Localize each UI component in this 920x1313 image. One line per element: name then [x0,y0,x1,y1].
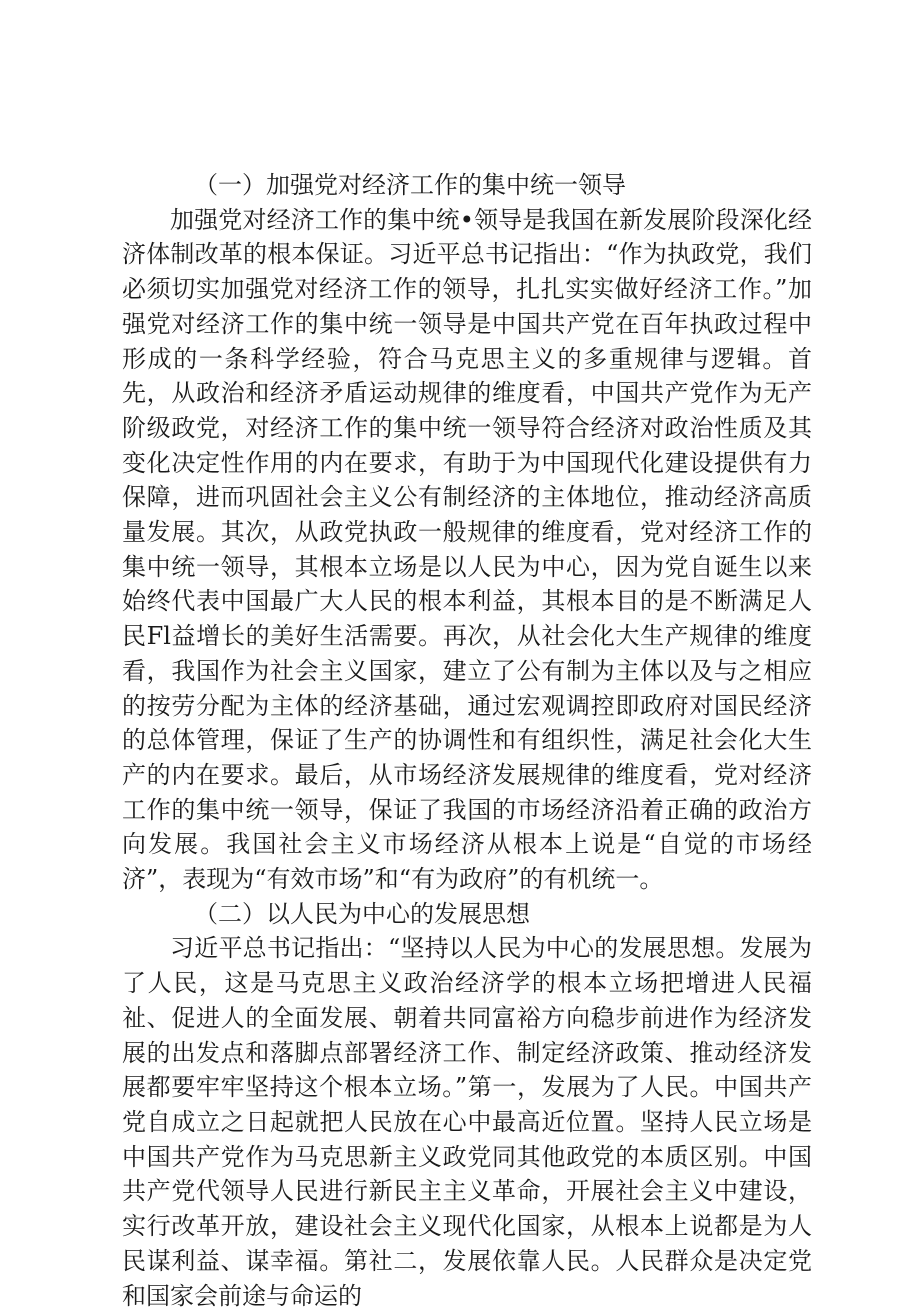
section-paragraph-2: 习近平总书记指出：“坚持以人民为中心的发展思想。发展为了人民，这是马克思主义政治经济学的根本立场把增进人民福祉、促进人的全面发展、朝着共同富裕方向稳步前进作为经济发展的出发点和落脚点部署经济工作、制定经济政策、推动经济发展都要牢牢坚持这个根本立场。”第一，发展为了人民。中国共产党自成立之日起就把人民放在心中最高近位置。坚持人民立场是中国共产党作为马克思新主义政党同其他政党的本质区别。中国共产党代领导人民进行新民主主义革命，开展社会主义中建设，实行改革开放，建设社会主义现代化国家，从根本上说都是为人民谋利益、谋幸福。第社二，发展依靠人民。人民群众是决定党和国家会前途与命运的 [122,934,812,1310]
section-heading-2: （二）以人民为中心的发展思想 [194,899,530,928]
section-heading-1: （一）加强党对经济工作的集中统一领导 [194,171,626,199]
document-page [122,168,812,1313]
section-paragraph-1: 加强党对经济工作的集中统•领导是我国在新发展阶段深化经济体制改革的根本保证。习近平总书记指出：“作为执政党，我们必须切实加强党对经济工作的领导，扎扎实实做好经济工作。”加强党对经济工作的集中统一领导是中国共产党在百年执政过程中形成的一条科学经验，符合马克思主义的多重规律与逻辑。首先，从政治和经济矛盾运动规律的维度看，中国共产党作为无产阶级政党，对经济工作的集中统一领导符合经济对政治性质及其变化决定性作用的内在要求，有助于为中国现代化建设提供有力保障，进而巩固社会主义公有制经济的主体地位，推动经济高质量发展。其次，从政党执政一般规律的维度看，党对经济工作的集中统一领导，其根本立场是以人民为中心，因为党自诞生以来始终代表中国最广大人民的根本利益，其根本目的是不断满足人民Fl益增长的美好生活需要。再次，从社会化大生产规律的维度看，我国作为社会主义国家，建立了公有制为主体以及与之相应的按劳分配为主体的经济基础，通过宏观调控即政府对国民经济的总体管理，保证了生产的协调性和有组织性，满足社会化大生产的内在要求。最后，从市场经济发展规律的维度看，党对经济工作的集中统一领导，保证了我国的市场经济沿着正确的政治方向发展。我国社会主义市场经济从根本上说是“自觉的市场经济”，表现为“有效市场”和“有为政府”的有机统一。 [122,205,812,894]
